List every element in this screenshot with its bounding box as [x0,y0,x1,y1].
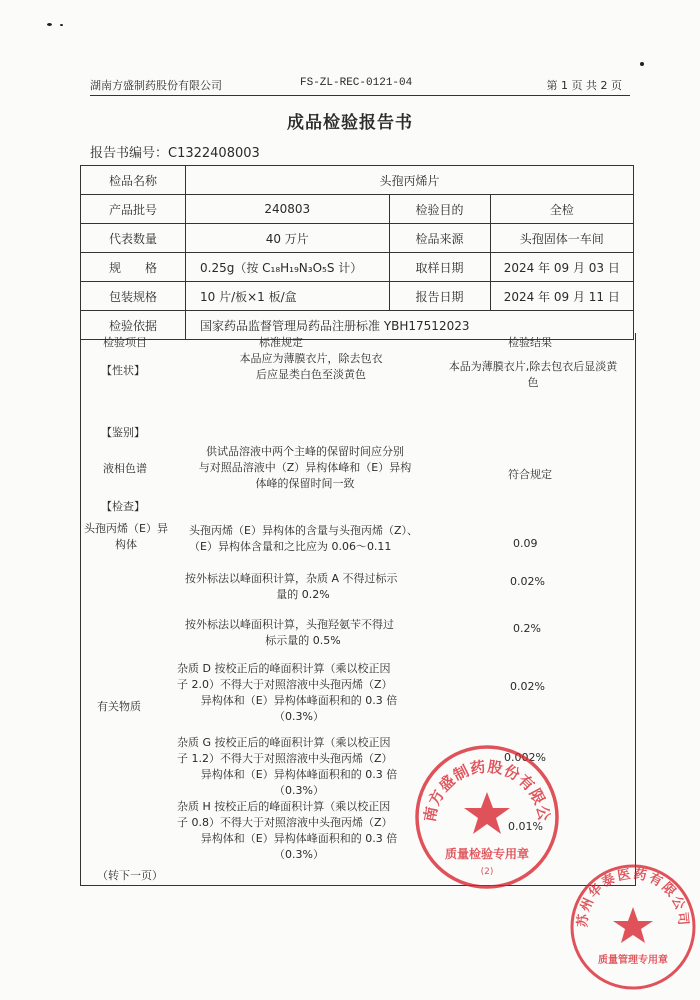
header-doc-code: FS-ZL-REC-0121-04 [300,77,413,89]
header-page-info: 第 1 页 共 2 页 [546,79,622,92]
packing-value: 10 片/板×1 板/盒 [186,282,390,311]
basis-label: 检验依据 [81,311,186,340]
impurity-b-result: 0.2% [513,622,541,635]
scan-speck [47,23,52,26]
batch-label: 产品批号 [81,195,186,224]
packing-label: 包装规格 [81,282,186,311]
check-heading: 【检查】 [101,500,145,513]
svg-text:(2): (2) [480,867,494,877]
hplc-standard: 供试品溶液中两个主峰的保留时间应分别 与对照品溶液中（Z）异构体峰和（E）异构 体峰的保留时间一致 [198,445,412,490]
quantity-value: 40 万片 [186,224,390,253]
table-row [81,253,634,282]
continued-note: （转下一页） [97,869,163,882]
col-result-header: 检验结果 [508,336,552,349]
sampling-date-label: 取样日期 [389,253,490,282]
table-row [81,166,634,195]
spec-value: 0.25g（按 C₁₈H₁₉N₃O₅S 计） [186,253,390,282]
hplc-result: 符合规定 [508,468,552,481]
col-standard-header: 标准规定 [259,336,303,349]
impurity-a-result: 0.02% [510,575,545,588]
source-value: 头孢固体一车间 [490,224,633,253]
impurity-h-standard: 杂质 H 按校正后的峰面积计算（乘以校正因 子 0.8）不得大于对照溶液中头孢丙烯（Z） 异构体和（E）异构体峰面积和的 0.3 倍 （0.3%） [177,800,398,861]
table-row [81,195,634,224]
report-date-label: 报告日期 [389,282,490,311]
impurity-g-standard: 杂质 G 按校正后的峰面积计算（乘以校正因 子 1.2）不得大于对照溶液中头孢丙烯（Z） 异构体和（E）异构体峰面积和的 0.3 倍 （0.3%） [177,736,398,797]
purpose-value: 全检 [490,195,633,224]
scan-speck [60,24,63,26]
document-header [90,77,630,96]
table-row [81,224,634,253]
header-company: 湖南方盛制药股份有限公司 [90,79,222,92]
isomer-item: 头孢丙烯（E）异 构体 [84,522,168,551]
hplc-item: 液相色谱 [103,462,147,475]
impurity-h-result: 0.01% [508,820,543,833]
impurity-g-result: 0.002% [504,751,546,764]
page-title: 成品检验报告书 [287,113,413,133]
product-name: 头孢丙烯片 [186,166,634,195]
product-info-table [80,165,634,340]
quality-inspection-seal [412,742,562,892]
impurity-a-standard: 按外标法以峰面积计算，杂质 A 不得过标示 量的 0.2% [185,572,398,601]
basis-value: 国家药品监督管理局药品注册标准 YBH17512023 [186,311,634,340]
product-name-label: 检品名称 [81,166,186,195]
report-number: 报告书编号：C1322408003 [90,146,260,161]
impurity-d-standard: 杂质 D 按校正后的峰面积计算（乘以校正因 子 2.0）不得大于对照溶液中头孢丙烯（Z） 异构体和（E）异构体峰面积和的 0.3 倍 （0.3%） [177,662,398,723]
spec-label: 规 格 [81,253,186,282]
svg-text:苏州华泰医药有限公司: 苏州华泰医药有限公司 [575,866,691,928]
appearance-heading: 【性状】 [101,364,145,377]
quality-management-seal [568,862,698,992]
sampling-date-value: 2024 年 09 月 03 日 [490,253,633,282]
batch-value: 240803 [186,195,390,224]
source-label: 检品来源 [389,224,490,253]
svg-text:湖南方盛制药股份有限公司: 南方盛制药股份有限公 [420,757,554,824]
isomer-result: 0.09 [513,537,538,550]
isomer-standard: 头孢丙烯（E）异构体的含量与头孢丙烯（Z）、 （E）异构体含量和之比应为 0.06～0.11 [189,524,418,553]
impurity-d-result: 0.02% [510,680,545,693]
svg-text:质量管理专用章: 质量管理专用章 [598,955,668,966]
purpose-label: 检验目的 [389,195,490,224]
scan-speck [640,62,644,66]
svg-text:质量检验专用章: 质量检验专用章 [444,847,530,861]
col-item-header: 检验项目 [103,336,147,349]
appearance-result: 本品为薄膜衣片,除去包衣后显淡黄 色 [448,360,618,389]
table-row [81,282,634,311]
identify-heading: 【鉴别】 [101,426,145,439]
report-date-value: 2024 年 09 月 11 日 [490,282,633,311]
quantity-label: 代表数量 [81,224,186,253]
appearance-standard: 本品应为薄膜衣片，除去包衣 后应显类白色至淡黄色 [239,352,383,381]
impurity-b-standard: 按外标法以峰面积计算，头孢羟氨苄不得过 标示量的 0.5% [185,618,394,647]
related-substances-item: 有关物质 [97,700,141,713]
